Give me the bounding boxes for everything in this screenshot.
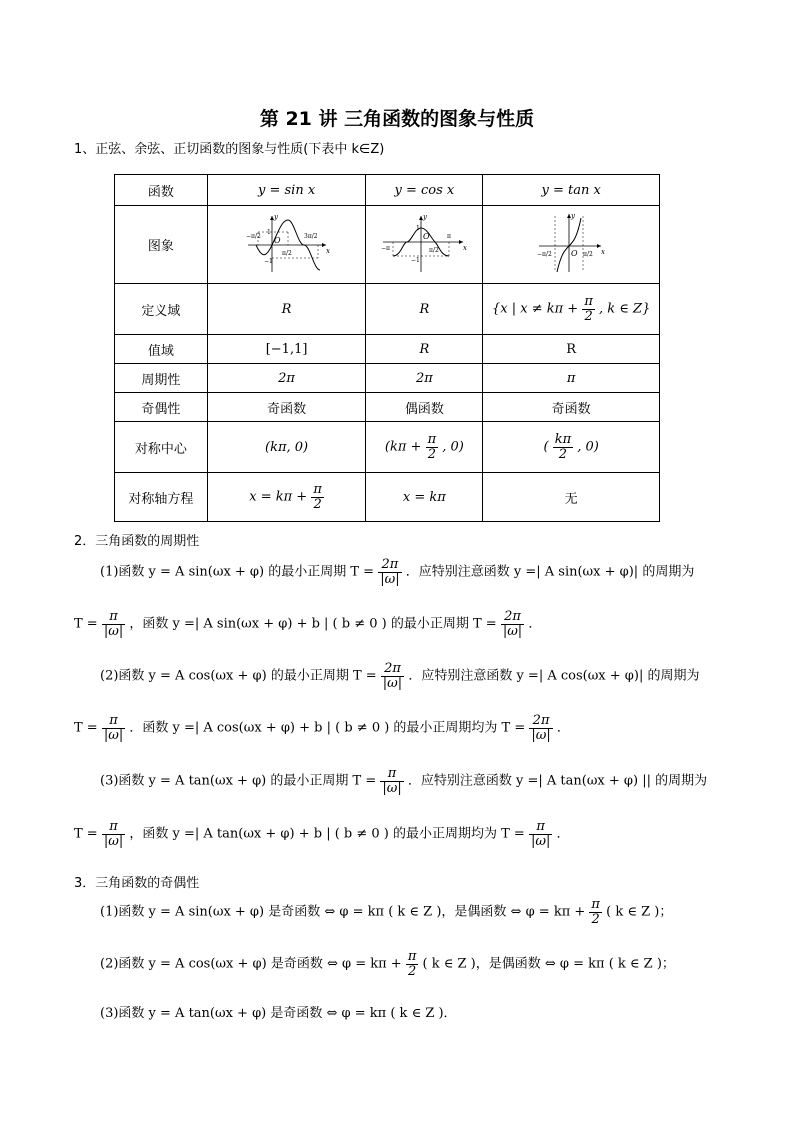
tan-center-post: , 0) (577, 439, 599, 455)
p2-1b-post: ． (528, 616, 542, 632)
frac-num: π (102, 610, 125, 625)
label-graph: 图象 (115, 206, 208, 284)
cell-cos-graph (366, 206, 483, 284)
cos-graph-x-label: x (463, 243, 468, 252)
table-row-domain (115, 284, 660, 335)
sin-graph-one: 1 (266, 228, 271, 236)
header-function: 函数 (115, 175, 208, 206)
frac-pi-omega (529, 820, 552, 848)
header-cos: y = cos x (366, 175, 483, 206)
frac-den: |ω| (531, 727, 551, 743)
tan-domain (483, 284, 660, 335)
p2-2a (100, 662, 699, 690)
table-row-period (115, 364, 660, 393)
frac-num: π (529, 820, 552, 835)
sin-domain: R (207, 284, 366, 335)
frac-pi-2 (406, 950, 419, 978)
tan-graph-half-pi: π/2 (583, 250, 593, 258)
tan-graph-origin: O (571, 248, 578, 258)
frac-num: kπ (554, 431, 572, 447)
p2-3b-post: ． (556, 826, 570, 842)
tan-period: π (483, 364, 660, 393)
tan-range: R (483, 335, 660, 364)
frac-2pi-omega (529, 714, 552, 742)
header-tan: y = tan x (483, 175, 660, 206)
label-axis: 对称轴方程 (115, 473, 208, 522)
frac-den: 2 (427, 446, 436, 462)
table-row-axis (115, 473, 660, 522)
label-range: 值域 (115, 335, 208, 364)
frac-den: |ω| (103, 623, 124, 639)
frac-den: 2 (558, 446, 568, 462)
table-row-center (115, 422, 660, 473)
frac-den: |ω| (103, 833, 124, 849)
frac-num: π (313, 481, 322, 497)
sin-axis (207, 473, 366, 522)
p3-2 (100, 950, 675, 978)
cos-graph-half-pi: π/2 (429, 246, 440, 254)
p2-3a (100, 767, 707, 795)
p2-2b-pre: T = (74, 720, 98, 736)
frac-den: |ω| (380, 571, 400, 587)
frac-num: π (380, 767, 403, 782)
sin-graph-three-half-pi: 3π/2 (303, 232, 318, 240)
cos-graph (379, 210, 469, 276)
tan-graph-y-label: y (571, 211, 576, 220)
cos-domain: R (366, 284, 483, 335)
cos-axis: x = kπ (366, 473, 483, 522)
cell-sin-graph (207, 206, 366, 284)
frac-den: |ω| (502, 623, 523, 639)
p3-1-pre: (1)函数 y = A sin(ωx + φ) 是奇函数 ⇔ φ = kπ ( k ∈ Z )，是偶函数 ⇔ φ = kπ + (100, 904, 586, 920)
frac-num: π (584, 293, 593, 309)
tan-center-pre: ( (543, 439, 549, 455)
frac-pi-omega (380, 767, 403, 795)
p2-3b-mid: ，函数 y =| A tan(ωx + φ) + b | ( b ≠ 0 ) 的最小正周期均为 T = (129, 826, 525, 842)
frac-den: |ω| (530, 833, 551, 849)
frac-2pi-omega (381, 662, 404, 690)
table-row-range (115, 335, 660, 364)
sin-axis-pre: x = kπ + (249, 489, 308, 505)
sin-graph-origin: O (273, 235, 281, 245)
cos-center-pre: (kπ + (384, 439, 422, 455)
frac-num: 2π (381, 662, 404, 677)
cos-range: R (366, 335, 483, 364)
tan-graph-x-label: x (601, 247, 606, 256)
cos-graph-origin: O (423, 231, 430, 241)
frac-num: π (102, 820, 125, 835)
sin-graph-neg-one: −1 (263, 257, 273, 265)
frac-den: |ω| (382, 675, 403, 691)
table-header-row (115, 175, 660, 206)
frac-pi-omega (102, 714, 125, 742)
p2-2b-post: ． (556, 720, 570, 736)
frac-den: 2 (591, 911, 600, 927)
frac-num: 2π (378, 558, 401, 573)
cos-period: 2π (366, 364, 483, 393)
p2-3a-post: ．应特别注意函数 y =| A tan(ωx + φ) || 的周期为 (407, 773, 708, 789)
trig-properties-table (114, 174, 660, 522)
cos-graph-neg-one: −1 (411, 256, 421, 264)
cos-graph-neg-pi: −π (381, 244, 391, 252)
frac-num: 2π (501, 610, 524, 625)
p2-2b-mid: ．函数 y =| A cos(ωx + φ) + b | ( b ≠ 0 ) 的最小正周期均为 T = (129, 720, 526, 736)
p3-1-post: ( k ∈ Z )； (606, 904, 673, 920)
section-2-heading: 2．三角函数的周期性 (74, 534, 200, 549)
tan-center-frac (553, 433, 573, 461)
p2-2a-post: ．应特别注意函数 y =| A cos(ωx + φ)| 的周期为 (408, 668, 700, 684)
frac-2pi-omega (378, 558, 401, 586)
tan-domain-pre: {x | x ≠ kπ + (491, 301, 579, 317)
cos-center (366, 422, 483, 473)
cos-center-frac (426, 433, 439, 461)
frac-den: |ω| (382, 780, 402, 796)
cos-center-post: , 0) (442, 439, 464, 455)
p2-3b-pre: T = (74, 826, 98, 842)
sin-graph-y-label: y (273, 212, 278, 221)
table-row-graph (115, 206, 660, 284)
p2-1a-pre: (1)函数 y = A sin(ωx + φ) 的最小正周期 T = (100, 564, 375, 580)
p2-1a (100, 558, 694, 586)
cos-graph-one: 1 (416, 224, 421, 232)
sin-parity: 奇函数 (207, 393, 366, 422)
frac-num: π (407, 949, 417, 964)
label-domain: 定义域 (115, 284, 208, 335)
frac-den: |ω| (103, 727, 124, 743)
tan-parity: 奇函数 (483, 393, 660, 422)
tan-domain-frac (582, 295, 595, 323)
tan-domain-post: , k ∈ Z} (599, 301, 651, 317)
frac-num: 2π (529, 714, 552, 729)
p3-2-pre: (2)函数 y = A cos(ωx + φ) 是奇函数 ⇔ φ = kπ + (100, 956, 402, 972)
label-parity: 奇偶性 (115, 393, 208, 422)
cell-tan-graph (483, 206, 660, 284)
frac-den: 2 (313, 496, 322, 512)
p2-1b-pre: T = (74, 616, 98, 632)
sin-range: [−1,1] (207, 335, 366, 364)
p3-2-post: ( k ∈ Z )，是偶函数 ⇔ φ = kπ ( k ∈ Z )； (422, 956, 675, 972)
page-title: 第 21 讲 三角函数的图象与性质 (259, 108, 535, 130)
sin-center: (kπ, 0) (207, 422, 366, 473)
p2-1a-post: ．应特别注意函数 y =| A sin(ωx + φ)| 的周期为 (405, 564, 695, 580)
header-sin: y = sin x (207, 175, 366, 206)
p2-3b (74, 820, 570, 848)
frac-pi-omega (102, 610, 125, 638)
frac-den: 2 (584, 308, 593, 324)
tan-center (483, 422, 660, 473)
frac-den: 2 (407, 963, 417, 979)
sin-axis-frac (311, 483, 324, 511)
tan-axis: 无 (483, 473, 660, 522)
section-3-heading: 3．三角函数的奇偶性 (74, 876, 200, 891)
p2-3a-pre: (3)函数 y = A tan(ωx + φ) 的最小正周期 T = (100, 773, 377, 789)
frac-num: π (102, 714, 125, 729)
p2-1b-mid: ，函数 y =| A sin(ωx + φ) + b | ( b ≠ 0 ) 的最小正周期 T = (129, 616, 497, 632)
label-center: 对称中心 (115, 422, 208, 473)
frac-num: π (427, 431, 437, 447)
frac-2pi-omega (501, 610, 524, 638)
frac-pi-2 (589, 898, 602, 926)
tan-graph-neg-half-pi: −π/2 (537, 250, 552, 258)
sin-graph-x-label: x (325, 246, 330, 255)
cos-parity: 偶函数 (366, 393, 483, 422)
frac-pi-omega (102, 820, 125, 848)
p2-2a-pre: (2)函数 y = A cos(ωx + φ) 的最小正周期 T = (100, 668, 377, 684)
p3-3: (3)函数 y = A tan(ωx + φ) 是奇函数 ⇔ φ = kπ ( k ∈ Z )． (100, 1006, 457, 1021)
frac-num: π (591, 897, 600, 912)
p2-1b (74, 610, 541, 638)
sin-graph-half-pi: π/2 (281, 249, 292, 257)
p3-1 (100, 898, 672, 926)
cos-graph-pi: π (447, 232, 452, 240)
p2-2b (74, 714, 570, 742)
sin-period: 2π (207, 364, 366, 393)
sin-graph-neg-half-pi: −π/2 (245, 232, 261, 240)
sin-graph (242, 210, 332, 276)
tan-graph (531, 210, 611, 276)
table-row-parity (115, 393, 660, 422)
section-1-heading: 1、正弦、余弦、正切函数的图象与性质(下表中 k∈Z) (74, 142, 385, 157)
cos-graph-y-label: y (423, 212, 428, 221)
label-period: 周期性 (115, 364, 208, 393)
